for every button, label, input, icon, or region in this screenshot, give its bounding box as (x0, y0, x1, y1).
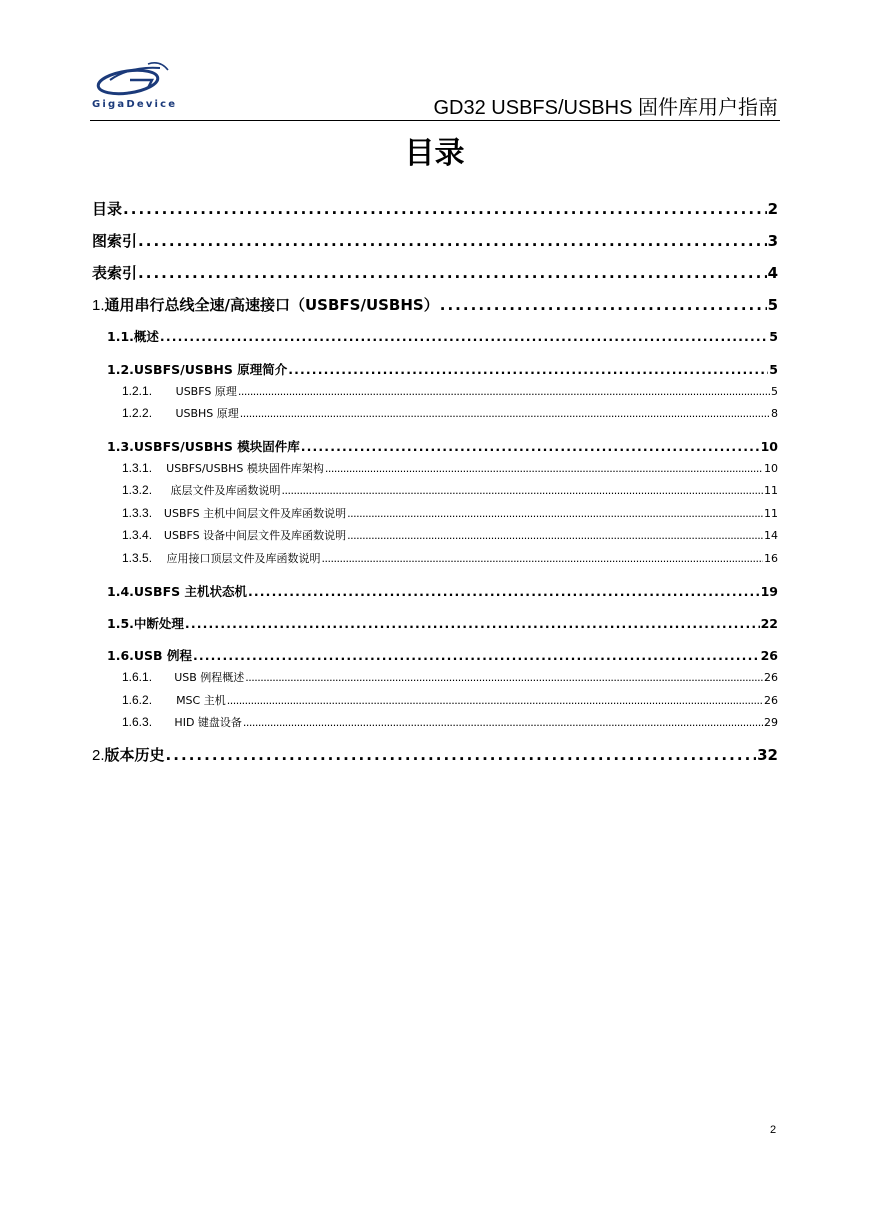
toc-entry-number: 1.4. (107, 584, 134, 599)
toc-entry[interactable] (122, 505, 778, 521)
toc-entry-number: 1.3.1. (122, 461, 153, 475)
toc-leader-dots (193, 648, 760, 663)
toc-leader-dots (248, 584, 760, 599)
toc-entry[interactable] (122, 383, 778, 399)
toc-entry[interactable] (122, 714, 778, 730)
toc-leader-dots (282, 484, 763, 497)
page-title: 目录 (404, 136, 465, 171)
toc-entry-label: 版本历史 (104, 746, 165, 764)
toc-entry[interactable] (92, 262, 778, 283)
toc-entry-label: USBFS/USBHS 模块固件库架构 (166, 462, 324, 475)
toc-entry-label: USBFS/USBHS 原理简介 (133, 362, 288, 377)
toc-entry-number: 1.2.1. (122, 384, 153, 398)
toc-entry-label: 应用接口顶层文件及库函数说明 (166, 552, 321, 565)
toc-entry-label: 概述 (133, 329, 159, 344)
toc-entry[interactable] (107, 360, 778, 378)
toc-leader-dots (227, 694, 763, 707)
footer-page-number: 2 (770, 1124, 777, 1136)
toc-entry-page: 5 (769, 329, 778, 344)
toc-entry[interactable] (107, 582, 778, 600)
toc-entry-page: 8 (771, 407, 778, 420)
toc-leader-dots (301, 439, 760, 454)
toc-entry-page: 22 (760, 616, 778, 631)
toc-entry[interactable] (107, 327, 778, 345)
toc-entry[interactable] (107, 437, 778, 455)
toc-entry-number: 1.3.4. (122, 528, 153, 542)
toc-leader-dots (160, 329, 768, 344)
toc-entry-page: 29 (764, 716, 778, 729)
toc-leader-dots (185, 616, 760, 631)
toc-leader-dots (322, 552, 764, 565)
toc-leader-dots (325, 462, 763, 475)
toc-entry[interactable] (107, 614, 778, 632)
toc-leader-dots (138, 232, 767, 250)
gigadevice-logo (90, 58, 190, 114)
toc-entry-page: 11 (764, 484, 778, 497)
toc-entry-page: 19 (760, 584, 778, 599)
toc-entry-number: 1.6.3. (122, 715, 153, 729)
toc-leader-dots (347, 529, 763, 542)
toc-entry-label: 中断处理 (133, 616, 184, 631)
toc-entry[interactable] (122, 550, 778, 566)
toc-entry-label: 底层文件及库函数说明 (170, 484, 281, 497)
toc-leader-dots (123, 200, 767, 218)
toc-leader-dots (238, 385, 770, 398)
toc-entry-label: USBFS 主机状态机 (133, 584, 247, 599)
toc-entry-number: 1. (92, 297, 105, 314)
toc-entry-page: 11 (764, 507, 778, 520)
toc-entry-page: 5 (767, 296, 778, 314)
toc-entry[interactable] (122, 692, 778, 708)
toc-leader-dots (138, 264, 767, 282)
toc-leader-dots (347, 507, 763, 520)
toc-entry-number: 1.3.2. (122, 483, 153, 497)
toc-leader-dots (288, 362, 768, 377)
toc-entry[interactable] (122, 527, 778, 543)
toc-entry-number: 1.3.3. (122, 506, 153, 520)
toc-entry-number: 2. (92, 747, 105, 764)
toc-entry-label: USBFS 设备中间层文件及库函数说明 (163, 529, 347, 542)
toc-entry-number: 1.1. (107, 329, 134, 344)
toc-entry-page: 14 (764, 529, 778, 542)
toc-entry[interactable] (92, 230, 778, 251)
toc-entry-page: 4 (767, 264, 778, 282)
toc-entry-number: 1.6.1. (122, 670, 153, 684)
toc-entry[interactable] (122, 405, 778, 421)
toc-entry-label: 图索引 (92, 232, 138, 250)
toc-entry-page: 5 (769, 362, 778, 377)
toc-entry-page: 16 (764, 552, 778, 565)
toc-entry-page: 2 (767, 200, 778, 218)
toc-entry[interactable] (122, 482, 778, 498)
toc-entry-label: 目录 (92, 200, 123, 218)
toc-entry-page: 10 (760, 439, 778, 454)
toc-entry-number: 1.3.5. (122, 551, 153, 565)
toc-entry-page: 26 (764, 671, 778, 684)
toc-entry-label: HID 键盘设备 (174, 716, 242, 729)
toc-entry-page: 26 (764, 694, 778, 707)
toc-entry-number: 1.2.2. (122, 406, 153, 420)
logo-text: GigaDevice (92, 99, 178, 110)
toc-entry-label: 通用串行总线全速/高速接口（USBFS/USBHS） (104, 296, 439, 314)
toc-leader-dots (243, 716, 763, 729)
toc-entry-label: 表索引 (92, 264, 138, 282)
toc-entry[interactable] (107, 646, 778, 664)
toc-entry[interactable] (92, 744, 778, 765)
toc-entry-page: 5 (771, 385, 778, 398)
toc-entry[interactable] (92, 294, 778, 315)
toc-entry[interactable] (92, 198, 778, 219)
page-header (90, 58, 780, 121)
toc-entry-label: USBHS 原理 (175, 407, 239, 420)
header-title: GD32 USBFS/USBHS 固件库用户指南 (433, 97, 778, 119)
toc-entry-label: MSC 主机 (176, 694, 226, 707)
toc-leader-dots (240, 407, 770, 420)
toc-entry-label: USB 例程概述 (174, 671, 245, 684)
toc-entry-number: 1.6.2. (122, 693, 153, 707)
toc-entry-number: 1.3. (107, 439, 134, 454)
toc-leader-dots (166, 746, 757, 764)
logo-swoosh-icon (90, 58, 190, 98)
toc-entry[interactable] (122, 460, 778, 476)
toc-entry-number: 1.6. (107, 648, 134, 663)
toc-leader-dots (440, 296, 767, 314)
toc-leader-dots (245, 671, 763, 684)
toc-entry[interactable] (122, 669, 778, 685)
toc-entry-page: 10 (764, 462, 778, 475)
toc-entry-page: 32 (757, 746, 778, 764)
toc-entry-label: USBFS 主机中间层文件及库函数说明 (163, 507, 347, 520)
toc-entry-number: 1.2. (107, 362, 134, 377)
toc-entry-label: USB 例程 (133, 648, 192, 663)
toc-entry-number: 1.5. (107, 616, 134, 631)
toc-entry-page: 3 (767, 232, 778, 250)
toc-entry-label: USBFS 原理 (175, 385, 237, 398)
toc-entry-page: 26 (760, 648, 778, 663)
toc-entry-label: USBFS/USBHS 模块固件库 (133, 439, 300, 454)
